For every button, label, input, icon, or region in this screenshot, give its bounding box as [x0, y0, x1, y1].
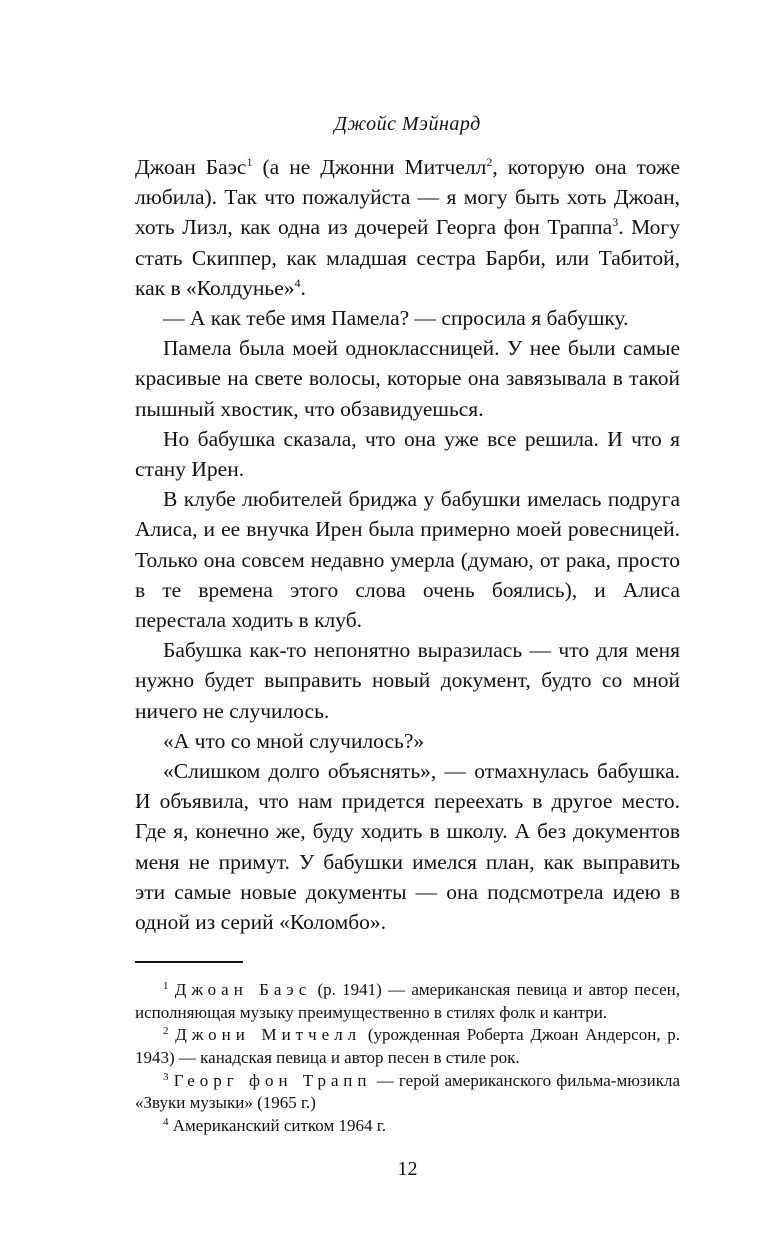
paragraph-2: — А как тебе имя Памела? — спросила я бабушку.: [163, 306, 629, 331]
paragraph-1-text-d: . Могу стать Скиппер, как младшая сестра Барби, или Табитой, как в «Колдунье»: [135, 215, 680, 300]
paragraph-1-text-b: (а не Джонни Митчелл: [252, 155, 487, 179]
footnote-1-name: Джоан Баэс: [174, 980, 312, 1000]
footnote-3-text: — герой американского фильма-мюзикла «Звуки музыки» (1965 г.): [135, 1070, 681, 1113]
footnote-ref-2[interactable]: 2: [486, 155, 493, 169]
paragraph-1-text-e: .: [300, 275, 306, 300]
paragraph-7: «А что со мной случилось?»: [163, 728, 425, 753]
paragraph-3: Памела была моей одноклассницей. У нее были самые красивые на свете волосы, которые она завязывала в такой пышный хвостик, что обзавидуешься.: [135, 336, 680, 421]
footnote-2-number: 2: [163, 1025, 169, 1038]
paragraph-5: В клубе любителей бриджа у бабушки имелась подруга Алиса, и ее внучка Ирен была примерно моей ровесницей. Только она совсем недавно умерла (думаю, от рака, просто в те времена этого слова очень боялись), и Алиса перестала ходить в клуб.: [135, 487, 680, 633]
paragraph-1-text-a: Джоан Баэс: [135, 155, 247, 179]
footnote-1-text: (р. 1941) — американская певица и автор песен, исполняющая музыку преимущественно в стилях фолк и кантри.: [135, 980, 681, 1022]
paragraph-1-text-c: , которую она тоже любила). Так что пожалуйста — я могу быть хоть Джоан, хоть Лизл, как одна из дочерей Георга фон Траппа: [135, 155, 680, 240]
footnotes: [135, 979, 680, 1137]
running-head: Джойс Мэйнард: [334, 113, 481, 135]
footnote-4-number: 4: [163, 1115, 169, 1128]
footnote-4: [135, 1115, 680, 1138]
footnote-2-name: Джони Митчелл: [175, 1025, 362, 1045]
footnote-4-text: Американский ситком 1964 г.: [172, 1115, 387, 1135]
footnote-3-number: 3: [163, 1070, 169, 1083]
paragraph-6: Бабушка как-то непонятно выразилась — что для меня нужно будет выправить новый документ, будто со мной ничего не случилось.: [135, 638, 680, 723]
footnote-1: [135, 979, 680, 1024]
paragraph-8: «Слишком долго объяснять», — отмахнулась бабушка. И объявила, что нам придется переехать в другое место. Где я, конечно же, буду ходить в школу. А без документов меня не примут. У бабушки имелся план, как выправить эти самые новые документы — она подсмотрела идею в одной из серий «Коломбо».: [135, 759, 680, 935]
footnote-2-text: (урожденная Роберта Джоан Андерсон, р. 1943) — канадская певица и автор песен в стиле рок.: [135, 1025, 680, 1068]
book-page: [135, 112, 680, 1181]
main-text: [135, 152, 680, 937]
footnote-3-name: Георг фон Трапп: [173, 1070, 372, 1090]
footnote-ref-3[interactable]: 3: [612, 215, 619, 230]
paragraph-1: [135, 152, 680, 303]
footnote-2: [135, 1024, 680, 1069]
footnote-ref-4[interactable]: 4: [294, 275, 301, 290]
footnote-ref-1[interactable]: 1: [246, 155, 253, 169]
footnote-1-number: 1: [163, 980, 169, 993]
page-number: 12: [397, 1158, 418, 1181]
paragraph-4: Но бабушка сказала, что она уже все решила. И что я стану Ирен.: [135, 426, 680, 482]
footnote-3: [135, 1070, 680, 1115]
footnote-divider: [135, 961, 243, 963]
